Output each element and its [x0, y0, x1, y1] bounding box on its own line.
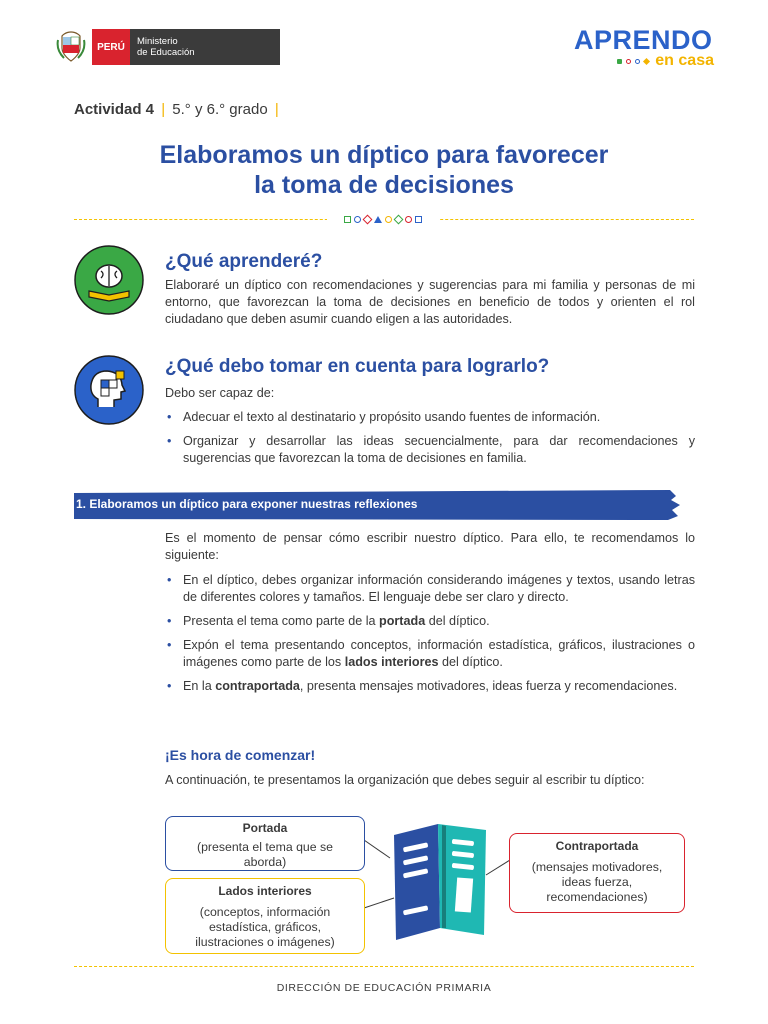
lados-interiores-title: Lados interiores [218, 884, 312, 898]
ministry-logo [56, 28, 280, 66]
peru-label: PERÚ [92, 29, 130, 65]
section-text-learn: Elaboraré un díptico con recomendaciones y sugerencias para mi familia y personas de mi entorno, que favorezcan la toma de decisiones en beneficio de todos y orienten el rol ciudadano que deben asumir cuando eligen a las autoridades. [165, 278, 695, 326]
section-intro-requirements: Debo ser capaz de: [165, 386, 275, 400]
ministry-line-2: de Educación [137, 47, 195, 58]
head-puzzle-icon [74, 355, 144, 425]
ministry-name [130, 29, 280, 65]
ministry-line-1: Ministerio [137, 36, 178, 47]
page-title-line-2: la toma de decisiones [254, 171, 514, 199]
contraportada-box [509, 833, 685, 913]
portada-title: Portada [242, 821, 288, 835]
activity-number: Actividad 4 [74, 101, 155, 118]
activity-label [74, 101, 282, 118]
footer-text: DIRECCIÓN DE EDUCACIÓN PRIMARIA [276, 982, 492, 994]
list-item: • Expón el tema presentando conceptos, información estadística, gráficos, ilustraciones o imágenes como parte de los lados interiores del díptico. [165, 637, 695, 671]
activity-grade: 5.° y 6.° grado [172, 101, 268, 118]
start-text: A continuación, te presentamos la organización que debes seguir al escribir tu díptico: [165, 773, 645, 787]
divider-shapes-icon [327, 213, 439, 225]
aprendo-en-casa-logo [574, 26, 714, 69]
list-item: • En la contraportada, presenta mensajes motivadores, ideas fuerza y recomendaciones. [165, 678, 695, 695]
brand-subtitle: en casa [655, 52, 714, 69]
portada-desc: (presenta el tema que se aborda) [196, 840, 334, 869]
coat-of-arms-icon [56, 30, 86, 64]
contraportada-desc: (mensajes motivadores, ideas fuerza, recomendaciones) [531, 860, 663, 904]
list-item: • Organizar y desarrollar las ideas secuencialmente, para dar recomendaciones y sugerencias que favorezcan la toma de decisiones en familia. [165, 433, 695, 467]
separator-icon: | [274, 101, 279, 118]
brand-title: APRENDO [574, 25, 713, 55]
lados-interiores-desc: (conceptos, información estadística, gráficos, ilustraciones o imágenes) [195, 905, 335, 949]
list-item: • Adecuar el texto al destinatario y propósito usando fuentes de información. [165, 409, 695, 426]
step-intro: Es el momento de pensar cómo escribir nuestro díptico. Para ello, te recomendamos lo siguiente: [165, 531, 695, 562]
step-banner-label: 1. Elaboramos un díptico para exponer nuestras reflexiones [76, 497, 418, 511]
bottom-divider [74, 966, 694, 967]
brand-shapes-icon [617, 59, 649, 64]
recommendations-list [165, 572, 695, 695]
lados-interiores-box [165, 878, 365, 954]
portada-box [165, 816, 365, 871]
list-item: • Presenta el tema como parte de la portada del díptico. [165, 613, 695, 630]
diptych-illustration [360, 820, 520, 950]
requirements-list [165, 409, 695, 467]
start-heading: ¡Es hora de comenzar! [165, 747, 316, 763]
page-title [0, 140, 768, 200]
list-item: • En el díptico, debes organizar información considerando imágenes y textos, usando letras de diferentes colores y tamaños. El lenguaje debe ser claro y directo. [165, 572, 695, 606]
brain-book-icon [74, 245, 144, 315]
separator-icon: | [161, 101, 166, 118]
page-title-line-1: Elaboramos un díptico para favorecer [159, 141, 609, 169]
section-heading-requirements: ¿Qué debo tomar en cuenta para lograrlo? [165, 356, 550, 377]
contraportada-title: Contraportada [555, 839, 639, 853]
section-heading-learn: ¿Qué aprenderé? [165, 251, 323, 272]
